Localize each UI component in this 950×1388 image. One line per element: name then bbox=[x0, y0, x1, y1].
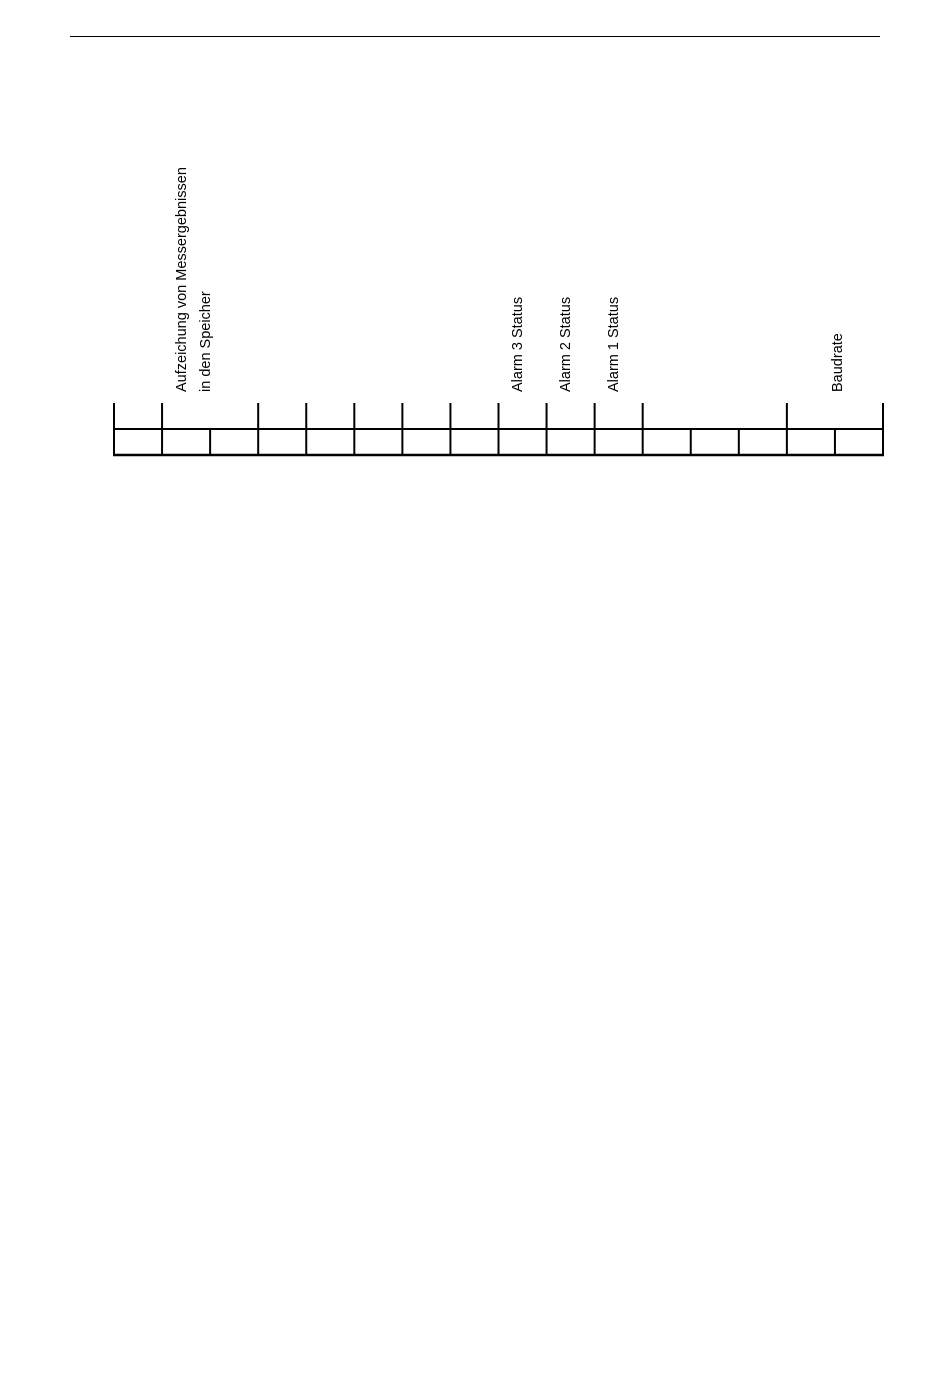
label-alarm3-status: Alarm 3 Status bbox=[510, 296, 526, 392]
label-alarm1-status: Alarm 1 Status bbox=[606, 296, 622, 392]
bit-register-diagram bbox=[0, 0, 950, 470]
label-baudrate: Baudrate bbox=[830, 333, 846, 392]
label-aufzeichnung-line2: in den Speicher bbox=[198, 291, 214, 392]
label-alarm2-status: Alarm 2 Status bbox=[558, 296, 574, 392]
register-grid bbox=[0, 0, 950, 470]
label-aufzeichnung-line1: Aufzeichung von Messergebnissen bbox=[174, 167, 190, 392]
